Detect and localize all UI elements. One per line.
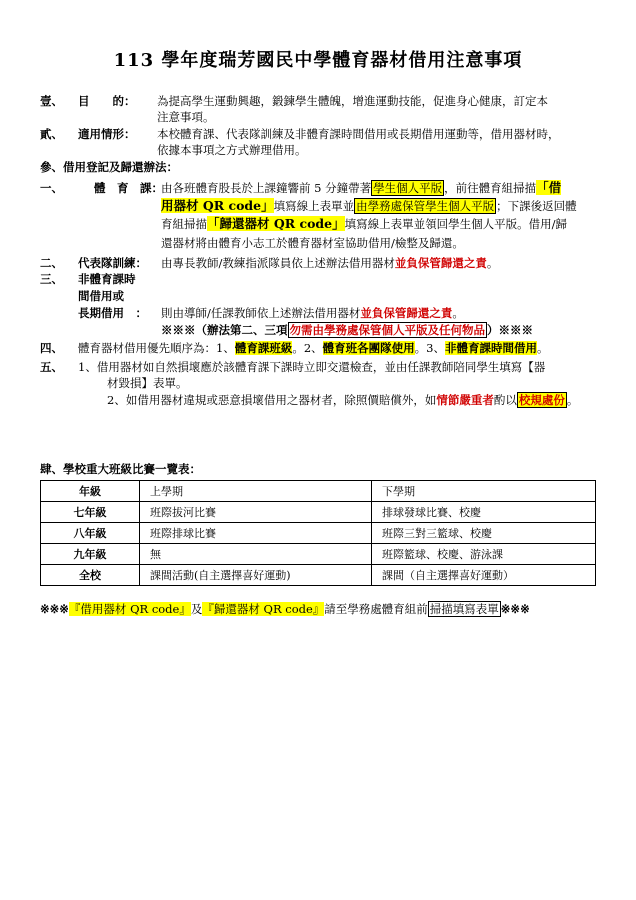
- item-label: 長期借用 ：: [78, 306, 147, 320]
- table-cell: 無: [140, 544, 372, 565]
- table-header: 下學期: [372, 481, 596, 502]
- item-label: 代表隊訓練：: [78, 256, 147, 270]
- section-number: 貳、: [40, 127, 63, 141]
- section-heading: 肆、學校重大班級比賽一覽表：: [40, 462, 201, 476]
- section-number: 壹、: [40, 94, 63, 108]
- section-text: 依據本事項之方式辦理借用。: [157, 143, 307, 157]
- item-text: 材毀損】表單。: [107, 376, 188, 390]
- table-cell: 班際排球比賽: [140, 523, 372, 544]
- table-row: [41, 523, 596, 544]
- table-cell: 課間活動(自主選擇喜好運動): [140, 565, 372, 586]
- table-cell: 全校: [41, 565, 140, 586]
- section-text: 本校體育課、代表隊訓練及非體育課時間借用或長期借用運動等，借用器材時，: [157, 127, 560, 141]
- item-note: ※※※（辦法第二、三項 勿需由學務處保管個人平版及任何物品 ）※※※: [161, 323, 533, 337]
- item-label: 非體育課時: [78, 272, 136, 286]
- item-text: 2、如借用器材違規或惡意損壞借用之器材者，除照價賠償外，如情節嚴重者酌以 校規處份 。: [107, 393, 579, 407]
- section-heading: 參、借用登記及歸還辦法：: [40, 160, 178, 174]
- item-number: 二、: [40, 256, 63, 270]
- footer-note: ※※※『借用器材 QR code』及『歸還器材 QR code』請至學務處體育組前 掃描填寫表單 ※※※: [40, 602, 530, 616]
- table-cell: 班際籃球、校慶、游泳課: [372, 544, 596, 565]
- table-row: [41, 544, 596, 565]
- competition-table: [40, 480, 596, 586]
- section-label: 目 的：: [78, 94, 136, 108]
- item-text: 由各班體育股長於上課鐘響前 5 分鐘帶著 學生個人平版 ，前往體育組掃描「借: [161, 180, 562, 195]
- table-row: [41, 565, 596, 586]
- table-cell: 課間（自主選擇喜好運動）: [372, 565, 596, 586]
- section-text: 注意事項。: [157, 110, 215, 124]
- table-cell: 七年級: [41, 502, 140, 523]
- item-text: 由專長教師/教練指派隊員依上述辦法借用器材並負保管歸還之責。: [161, 256, 499, 270]
- item-text: 還器材將由體育小志工於體育器材室協助借用/檢整及歸還。: [161, 236, 464, 250]
- table-header: 年級: [41, 481, 140, 502]
- table-cell: 九年級: [41, 544, 140, 565]
- table-cell: 班際拔河比賽: [140, 502, 372, 523]
- table-header-row: [41, 481, 596, 502]
- item-number: 五、: [40, 360, 63, 374]
- table-header: 上學期: [140, 481, 372, 502]
- section-text: 為提高學生運動興趣，鍛鍊學生體魄，增進運動技能，促進身心健康，訂定本: [157, 94, 548, 108]
- table-cell: 八年級: [41, 523, 140, 544]
- item-text: 則由導師/任課教師依上述辦法借用器材並負保管歸還之責。: [161, 306, 464, 320]
- item-text: 體育器材借用優先順序為：1、體育課班級。2、體育班各團隊使用。3、非體育課時間借用。: [78, 341, 549, 355]
- item-text: 1、借用器材如自然損壞應於該體育課下課時立即交還檢查，並由任課教師陪同學生填寫【器: [78, 360, 546, 374]
- item-text: 用器材 QR code」填寫線上表單並 由學務處保管學生個人平版 ；下課後返回體: [161, 198, 577, 213]
- item-text: 育組掃描「歸還器材 QR code」填寫線上表單並領回學生個人平版。借用/歸: [161, 216, 567, 231]
- table-row: [41, 502, 596, 523]
- item-label: 體 育 課：: [94, 181, 163, 195]
- item-number: 四、: [40, 341, 63, 355]
- table-cell: 排球發球比賽、校慶: [372, 502, 596, 523]
- section-label: 適用情形：: [78, 127, 136, 141]
- item-label: 間借用或: [78, 289, 124, 303]
- item-number: 一、: [40, 181, 63, 195]
- table-cell: 班際三對三籃球、校慶: [372, 523, 596, 544]
- page-title: 113 學年度瑞芳國民中學體育器材借用注意事項: [113, 50, 523, 71]
- item-number: 三、: [40, 272, 63, 286]
